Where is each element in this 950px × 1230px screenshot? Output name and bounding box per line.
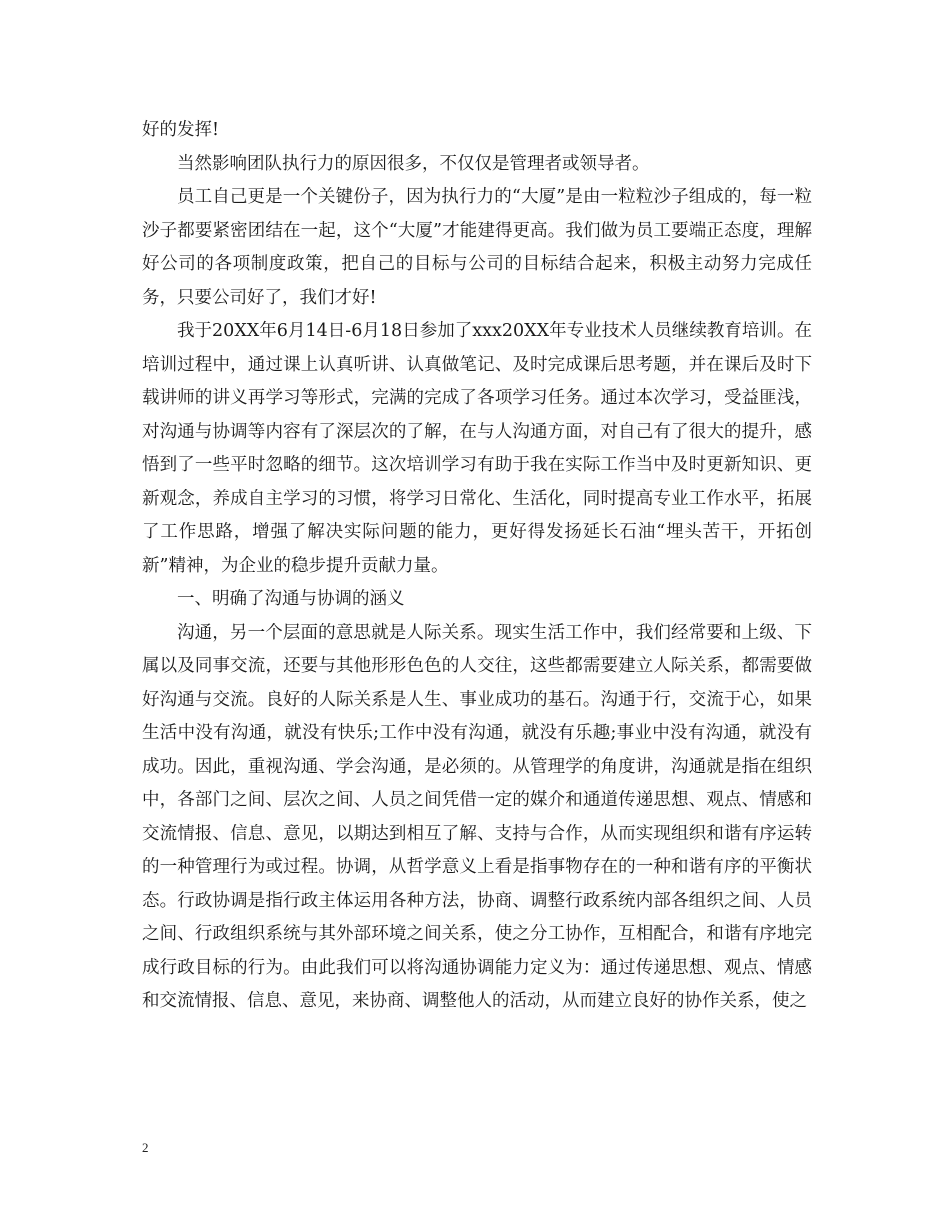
section-heading: 一、明确了沟通与协调的涵义 xyxy=(177,589,405,609)
paragraph-6: 沟通，另一个层面的意思就是人际关系。现实生活工作中，我们经常要和上级、下属以及同事交流，还要与其他形形色色的人交往，这些都需要建立人际关系，都需要做好沟通与交流。良好的人际关系是人生、事业成功的基石。沟通于行，交流于心，如果生活中没有沟通，就没有快乐;工作中没有沟通，就没有乐趣;事业中没有沟通，就没有成功。因此，重视沟通、学会沟通，是必须的。从管理学的角度讲，沟通就是指在组织中，各部门之间、层次之间、人员之间凭借一定的媒介和通道传递思想、观点、情感和交流情报、信息、意见，以期达到相互了解、支持与合作，从而实现组织和谐有序运转的一种管理行为或过程。协调，从哲学意义上看是指事物存在的一种和谐有序的平衡状态。行政协调是指行政主体运用各种方法，协商、调整行政系统内部各组织之间、人员之间、行政组织系统与其外部环境之间关系，使之分工协作，互相配合，和谐有序地完成行政目标的行为。由此我们可以将沟通协调能力定义为：通过传递思想、观点、情感和交流情报、信息、意见，来协商、调整他人的活动，从而建立良好的协作关系，使之 xyxy=(142,622,812,1011)
document-body xyxy=(142,114,812,1019)
paragraph-3: 员工自己更是一个关键份子，因为执行力的“大厦”是由一粒粒沙子组成的，每一粒沙子都要紧密团结在一起，这个“大厦”才能建得更高。我们做为员工要端正态度，理解好公司的各项制度政策，把自己的目标与公司的目标结合起来，积极主动努力完成任务，只要公司好了，我们才好! xyxy=(142,187,812,308)
paragraph-1: 好的发挥! xyxy=(142,120,220,140)
page-number: 2 xyxy=(142,1140,149,1155)
paragraph-2: 当然影响团队执行力的原因很多，不仅仅是管理者或领导者。 xyxy=(177,153,650,174)
paragraph-4: 我于20XX年6月14日-6月18日参加了xxx20XX年专业技术人员继续教育培训。在培训过程中，通过课上认真听讲、认真做笔记、及时完成课后思考题，并在课后及时下载讲师的讲义再学习等形式，完满的完成了各项学习任务。通过本次学习，受益匪浅，对沟通与协调等内容有了深层次的了解，在与人沟通方面，对自己有了很大的提升，感悟到了一些平时忽略的细节。这次培训学习有助于我在实际工作当中及时更新知识、更新观念，养成自主学习的习惯，将学习日常化、生活化，同时提高专业工作水平，拓展了工作思路，增强了解决实际问题的能力，更好得发扬延长石油“埋头苦干，开拓创新”精神，为企业的稳步提升贡献力量。 xyxy=(142,321,812,576)
